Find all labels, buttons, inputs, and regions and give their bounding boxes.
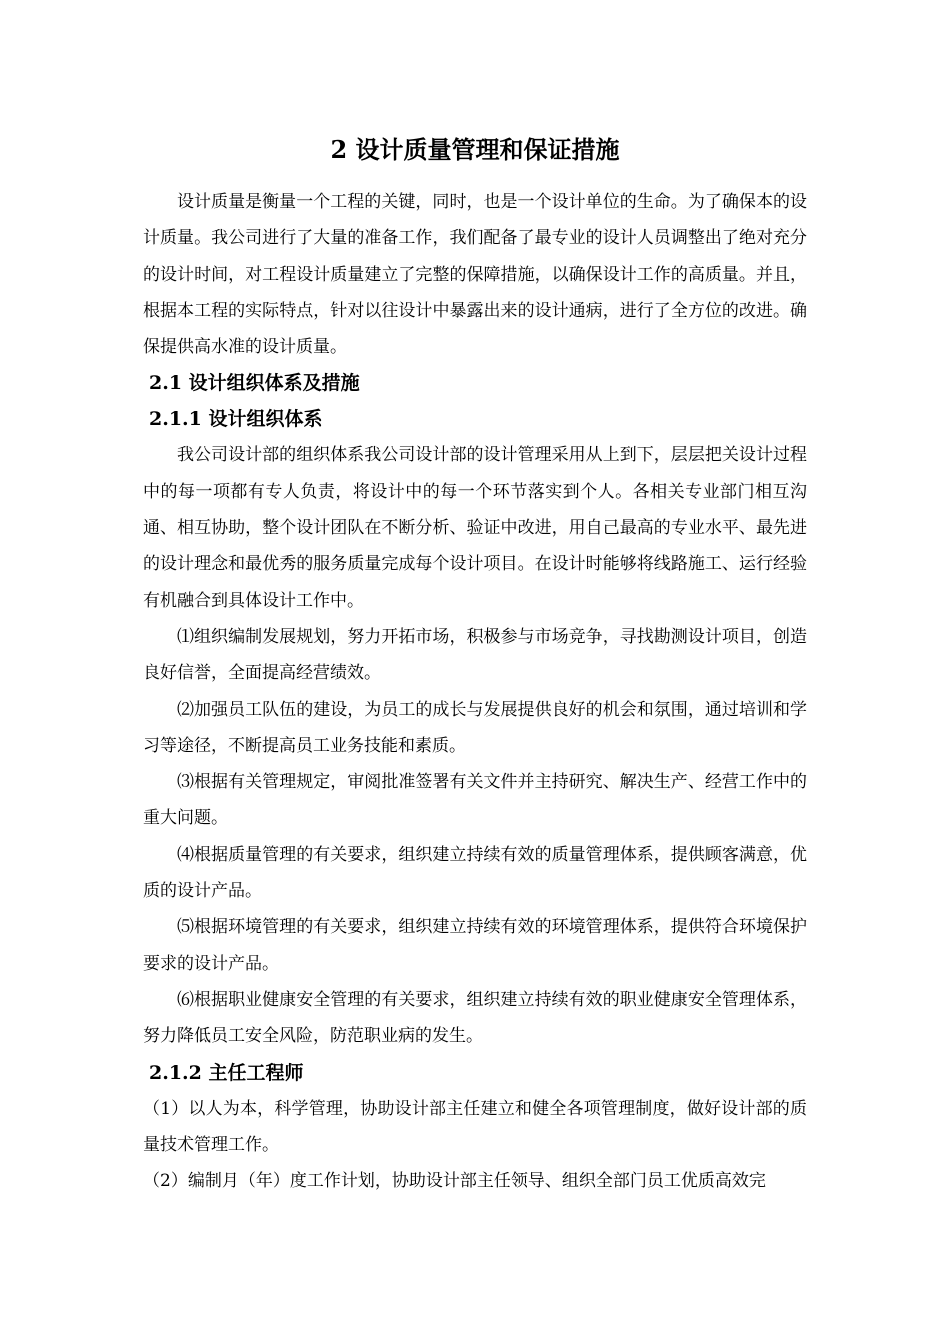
section-heading-2-1-2: 2.1.2 主任工程师 (149, 1061, 304, 1084)
organization-item-1: ⑴组织编制发展规划，努力开拓市场，积极参与市场竞争，寻找勘测设计项目，创造良好信誉，全面提高经营绩效。 (143, 626, 807, 684)
section-heading-2-1: 2.1 设计组织体系及措施 (149, 372, 360, 395)
organization-paragraph: 我公司设计部的组织体系我公司设计部的设计管理采用从上到下，层层把关设计过程中的每一项都有专人负责，将设计中的每一个环节落实到个人。各相关专业部门相互沟通、相互协助，整个设计团队在不断分析、验证中改进，用自己最高的专业水平、最先进的设计理念和最优秀的服务质量完成每个设计项目。在设计时能够将线路施工、运行经验有机融合到具体设计工作中。 (143, 445, 807, 611)
organization-item-6: ⑹根据职业健康安全管理的有关要求，组织建立持续有效的职业健康安全管理体系，努力降低员工安全风险，防范职业病的发生。 (143, 989, 807, 1047)
organization-item-5: ⑸根据环境管理的有关要求，组织建立持续有效的环境管理体系，提供符合环境保护要求的设计产品。 (143, 917, 807, 974)
section-heading-2-1-1: 2.1.1 设计组织体系 (149, 408, 323, 431)
organization-item-3: ⑶根据有关管理规定，审阅批准签署有关文件并主持研究、解决生产、经营工作中的重大问题。 (143, 772, 807, 829)
organization-item-2: ⑵加强员工队伍的建设，为员工的成长与发展提供良好的机会和氛围，通过培训和学习等途径，不断提高员工业务技能和素质。 (143, 699, 807, 756)
chief-engineer-item-1: （1）以人为本，科学管理，协助设计部主任建立和健全各项管理制度，做好设计部的质量技术管理工作。 (143, 1098, 807, 1155)
document-title: 2 设计质量管理和保证措施 (330, 135, 620, 164)
document-body (143, 128, 807, 1199)
chief-engineer-item-2: （2）编制月（年）度工作计划，协助设计部主任领导、组织全部门员工优质高效完 (143, 1171, 766, 1192)
intro-paragraph: 设计质量是衡量一个工程的关键，同时，也是一个设计单位的生命。为了确保本的设计质量。我公司进行了大量的准备工作，我们配备了最专业的设计人员调整出了绝对充分的设计时间，对工程设计质量建立了完整的保障措施，以确保设计工作的高质量。并且，根据本工程的实际特点，针对以往设计中暴露出来的设计通病，进行了全方位的改进。确保提供高水准的设计质量。 (143, 192, 807, 358)
organization-item-4: ⑷根据质量管理的有关要求，组织建立持续有效的质量管理体系，提供顾客满意，优质的设计产品。 (143, 844, 807, 902)
